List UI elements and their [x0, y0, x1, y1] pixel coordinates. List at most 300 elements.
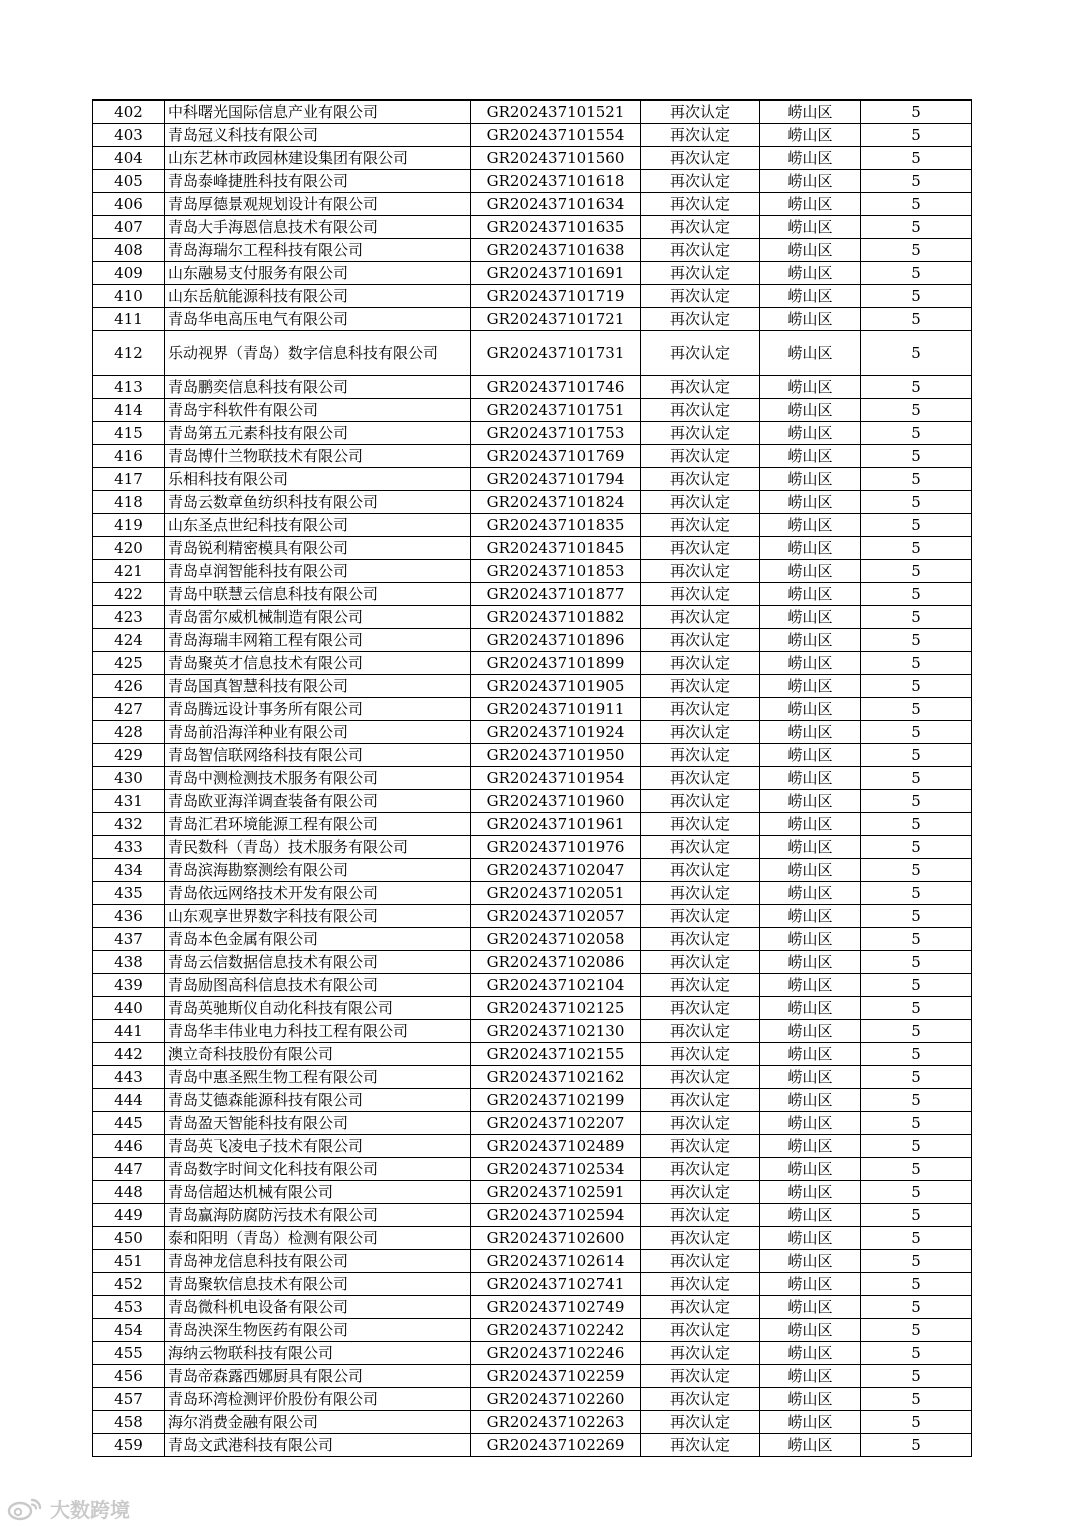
certification-type: 再次认定 — [641, 629, 760, 652]
validity-years: 5 — [861, 468, 972, 491]
validity-years: 5 — [861, 1043, 972, 1066]
certificate-code: GR202437101911 — [471, 698, 641, 721]
table-row — [93, 1342, 972, 1365]
company-name: 海尔消费金融有限公司 — [165, 1411, 471, 1434]
district: 崂山区 — [760, 1135, 861, 1158]
certification-type: 再次认定 — [641, 262, 760, 285]
validity-years: 5 — [861, 652, 972, 675]
table-row — [93, 675, 972, 698]
validity-years: 5 — [861, 583, 972, 606]
company-name: 青岛华丰伟业电力科技工程有限公司 — [165, 1020, 471, 1043]
row-number: 406 — [93, 193, 165, 216]
certificate-code: GR202437101691 — [471, 262, 641, 285]
row-number: 445 — [93, 1112, 165, 1135]
validity-years: 5 — [861, 170, 972, 193]
district: 崂山区 — [760, 1112, 861, 1135]
district: 崂山区 — [760, 193, 861, 216]
certificate-code: GR202437102199 — [471, 1089, 641, 1112]
table-row — [93, 1181, 972, 1204]
validity-years: 5 — [861, 193, 972, 216]
district: 崂山区 — [760, 813, 861, 836]
company-name: 青岛第五元素科技有限公司 — [165, 422, 471, 445]
validity-years: 5 — [861, 1066, 972, 1089]
row-number: 425 — [93, 652, 165, 675]
certificate-code: GR202437102749 — [471, 1296, 641, 1319]
district: 崂山区 — [760, 376, 861, 399]
district: 崂山区 — [760, 721, 861, 744]
company-name: 青岛卓润智能科技有限公司 — [165, 560, 471, 583]
table-row — [93, 193, 972, 216]
company-name: 中科曙光国际信息产业有限公司 — [165, 100, 471, 124]
certificate-code: GR202437101835 — [471, 514, 641, 537]
certification-type: 再次认定 — [641, 813, 760, 836]
row-number: 407 — [93, 216, 165, 239]
certification-type: 再次认定 — [641, 468, 760, 491]
district: 崂山区 — [760, 1411, 861, 1434]
company-name: 青岛欧亚海洋调查装备有限公司 — [165, 790, 471, 813]
table-row — [93, 721, 972, 744]
certification-type: 再次认定 — [641, 216, 760, 239]
certification-type: 再次认定 — [641, 1181, 760, 1204]
table-row — [93, 1043, 972, 1066]
table-row — [93, 124, 972, 147]
certification-type: 再次认定 — [641, 1066, 760, 1089]
company-name: 青岛数字时间文化科技有限公司 — [165, 1158, 471, 1181]
row-number: 416 — [93, 445, 165, 468]
certificate-code: GR202437101554 — [471, 124, 641, 147]
row-number: 451 — [93, 1250, 165, 1273]
district: 崂山区 — [760, 1204, 861, 1227]
certification-type: 再次认定 — [641, 790, 760, 813]
table-row — [93, 1365, 972, 1388]
district: 崂山区 — [760, 606, 861, 629]
certificate-code: GR202437102489 — [471, 1135, 641, 1158]
row-number: 428 — [93, 721, 165, 744]
district: 崂山区 — [760, 675, 861, 698]
certification-type: 再次认定 — [641, 1043, 760, 1066]
table-row — [93, 285, 972, 308]
validity-years: 5 — [861, 308, 972, 331]
validity-years: 5 — [861, 147, 972, 170]
certification-type: 再次认定 — [641, 124, 760, 147]
company-name: 青岛智信联网络科技有限公司 — [165, 744, 471, 767]
district: 崂山区 — [760, 491, 861, 514]
company-name: 山东岳航能源科技有限公司 — [165, 285, 471, 308]
company-name: 青岛鹏奕信息科技有限公司 — [165, 376, 471, 399]
validity-years: 5 — [861, 1296, 972, 1319]
certificate-code: GR202437101882 — [471, 606, 641, 629]
validity-years: 5 — [861, 491, 972, 514]
certificate-code: GR202437101794 — [471, 468, 641, 491]
district: 崂山区 — [760, 905, 861, 928]
validity-years: 5 — [861, 928, 972, 951]
row-number: 431 — [93, 790, 165, 813]
district: 崂山区 — [760, 1365, 861, 1388]
certification-type: 再次认定 — [641, 836, 760, 859]
district: 崂山区 — [760, 1089, 861, 1112]
table-row — [93, 606, 972, 629]
certificate-code: GR202437101824 — [471, 491, 641, 514]
certificate-code: GR202437101635 — [471, 216, 641, 239]
district: 崂山区 — [760, 216, 861, 239]
row-number: 453 — [93, 1296, 165, 1319]
table-row — [93, 1204, 972, 1227]
validity-years: 5 — [861, 1020, 972, 1043]
company-name: 青岛盈天智能科技有限公司 — [165, 1112, 471, 1135]
certificate-code: GR202437102130 — [471, 1020, 641, 1043]
certificate-code: GR202437102051 — [471, 882, 641, 905]
district: 崂山区 — [760, 124, 861, 147]
table-row — [93, 331, 972, 376]
certification-type: 再次认定 — [641, 308, 760, 331]
company-table-body — [93, 100, 972, 1457]
company-name: 山东融易支付服务有限公司 — [165, 262, 471, 285]
validity-years: 5 — [861, 514, 972, 537]
validity-years: 5 — [861, 744, 972, 767]
row-number: 426 — [93, 675, 165, 698]
district: 崂山区 — [760, 1434, 861, 1457]
table-row — [93, 1020, 972, 1043]
district: 崂山区 — [760, 170, 861, 193]
certification-type: 再次认定 — [641, 1204, 760, 1227]
company-name: 青岛雷尔威机械制造有限公司 — [165, 606, 471, 629]
company-name: 青岛艾德森能源科技有限公司 — [165, 1089, 471, 1112]
certificate-code: GR202437102591 — [471, 1181, 641, 1204]
company-name: 青民数科（青岛）技术服务有限公司 — [165, 836, 471, 859]
certification-type: 再次认定 — [641, 514, 760, 537]
certificate-code: GR202437102125 — [471, 997, 641, 1020]
table-row — [93, 216, 972, 239]
validity-years: 5 — [861, 285, 972, 308]
row-number: 432 — [93, 813, 165, 836]
certificate-code: GR202437102047 — [471, 859, 641, 882]
company-name: 青岛锐利精密模具有限公司 — [165, 537, 471, 560]
table-row — [93, 1158, 972, 1181]
company-name: 青岛泱深生物医药有限公司 — [165, 1319, 471, 1342]
table-row — [93, 170, 972, 193]
district: 崂山区 — [760, 100, 861, 124]
company-name: 青岛赢海防腐防污技术有限公司 — [165, 1204, 471, 1227]
table-row — [93, 399, 972, 422]
company-name: 青岛厚德景观规划设计有限公司 — [165, 193, 471, 216]
certification-type: 再次认定 — [641, 652, 760, 675]
district: 崂山区 — [760, 698, 861, 721]
table-row — [93, 1135, 972, 1158]
district: 崂山区 — [760, 1250, 861, 1273]
row-number: 429 — [93, 744, 165, 767]
validity-years: 5 — [861, 1250, 972, 1273]
certification-type: 再次认定 — [641, 1319, 760, 1342]
district: 崂山区 — [760, 652, 861, 675]
company-name: 青岛神龙信息科技有限公司 — [165, 1250, 471, 1273]
validity-years: 5 — [861, 1319, 972, 1342]
district: 崂山区 — [760, 1273, 861, 1296]
row-number: 452 — [93, 1273, 165, 1296]
certificate-code: GR202437101954 — [471, 767, 641, 790]
certification-type: 再次认定 — [641, 376, 760, 399]
company-name: 青岛云信数据信息技术有限公司 — [165, 951, 471, 974]
row-number: 434 — [93, 859, 165, 882]
validity-years: 5 — [861, 790, 972, 813]
certification-type: 再次认定 — [641, 767, 760, 790]
row-number: 436 — [93, 905, 165, 928]
district: 崂山区 — [760, 514, 861, 537]
certificate-code: GR202437101751 — [471, 399, 641, 422]
certificate-code: GR202437102242 — [471, 1319, 641, 1342]
certificate-code: GR202437101853 — [471, 560, 641, 583]
validity-years: 5 — [861, 859, 972, 882]
validity-years: 5 — [861, 767, 972, 790]
row-number: 449 — [93, 1204, 165, 1227]
table-row — [93, 951, 972, 974]
district: 崂山区 — [760, 790, 861, 813]
row-number: 456 — [93, 1365, 165, 1388]
district: 崂山区 — [760, 928, 861, 951]
certificate-code: GR202437101960 — [471, 790, 641, 813]
company-table — [92, 99, 972, 1457]
certificate-code: GR202437102104 — [471, 974, 641, 997]
district: 崂山区 — [760, 744, 861, 767]
certification-type: 再次认定 — [641, 859, 760, 882]
row-number: 424 — [93, 629, 165, 652]
weibo-logo-icon — [6, 1496, 46, 1522]
table-row — [93, 629, 972, 652]
certificate-code: GR202437102260 — [471, 1388, 641, 1411]
row-number: 410 — [93, 285, 165, 308]
table-row — [93, 537, 972, 560]
row-number: 418 — [93, 491, 165, 514]
company-name: 青岛依远网络技术开发有限公司 — [165, 882, 471, 905]
validity-years: 5 — [861, 376, 972, 399]
row-number: 420 — [93, 537, 165, 560]
row-number: 442 — [93, 1043, 165, 1066]
certification-type: 再次认定 — [641, 560, 760, 583]
table-row — [93, 767, 972, 790]
validity-years: 5 — [861, 1227, 972, 1250]
table-row — [93, 1227, 972, 1250]
certificate-code: GR202437101753 — [471, 422, 641, 445]
row-number: 444 — [93, 1089, 165, 1112]
certification-type: 再次认定 — [641, 1273, 760, 1296]
certification-type: 再次认定 — [641, 445, 760, 468]
district: 崂山区 — [760, 560, 861, 583]
company-name: 青岛滨海勘察测绘有限公司 — [165, 859, 471, 882]
district: 崂山区 — [760, 285, 861, 308]
certification-type: 再次认定 — [641, 698, 760, 721]
company-name: 青岛华电高压电气有限公司 — [165, 308, 471, 331]
certification-type: 再次认定 — [641, 1089, 760, 1112]
validity-years: 5 — [861, 1273, 972, 1296]
table-row — [93, 583, 972, 606]
validity-years: 5 — [861, 124, 972, 147]
certificate-code: GR202437101950 — [471, 744, 641, 767]
certification-type: 再次认定 — [641, 1250, 760, 1273]
table-row — [93, 1388, 972, 1411]
row-number: 417 — [93, 468, 165, 491]
certificate-code: GR202437102594 — [471, 1204, 641, 1227]
company-name: 青岛国真智慧科技有限公司 — [165, 675, 471, 698]
certificate-code: GR202437102057 — [471, 905, 641, 928]
row-number: 415 — [93, 422, 165, 445]
certificate-code: GR202437102741 — [471, 1273, 641, 1296]
row-number: 447 — [93, 1158, 165, 1181]
certification-type: 再次认定 — [641, 170, 760, 193]
certificate-code: GR202437102207 — [471, 1112, 641, 1135]
district: 崂山区 — [760, 1181, 861, 1204]
certificate-code: GR202437101896 — [471, 629, 641, 652]
district: 崂山区 — [760, 239, 861, 262]
certificate-code: GR202437102269 — [471, 1434, 641, 1457]
district: 崂山区 — [760, 1388, 861, 1411]
row-number: 438 — [93, 951, 165, 974]
certification-type: 再次认定 — [641, 1296, 760, 1319]
row-number: 455 — [93, 1342, 165, 1365]
company-name: 乐相科技有限公司 — [165, 468, 471, 491]
company-name: 青岛文武港科技有限公司 — [165, 1434, 471, 1457]
district: 崂山区 — [760, 859, 861, 882]
row-number: 448 — [93, 1181, 165, 1204]
row-number: 414 — [93, 399, 165, 422]
certificate-code: GR202437102162 — [471, 1066, 641, 1089]
table-row — [93, 376, 972, 399]
company-name: 青岛英飞凌电子技术有限公司 — [165, 1135, 471, 1158]
company-name: 青岛英驰斯仪自动化科技有限公司 — [165, 997, 471, 1020]
certification-type: 再次认定 — [641, 606, 760, 629]
validity-years: 5 — [861, 1181, 972, 1204]
validity-years: 5 — [861, 882, 972, 905]
row-number: 459 — [93, 1434, 165, 1457]
district: 崂山区 — [760, 537, 861, 560]
table-row — [93, 698, 972, 721]
table-row — [93, 1250, 972, 1273]
row-number: 450 — [93, 1227, 165, 1250]
district: 崂山区 — [760, 422, 861, 445]
certificate-code: GR202437101899 — [471, 652, 641, 675]
certification-type: 再次认定 — [641, 882, 760, 905]
table-row — [93, 1089, 972, 1112]
certification-type: 再次认定 — [641, 1388, 760, 1411]
table-row — [93, 859, 972, 882]
table-row — [93, 1296, 972, 1319]
row-number: 446 — [93, 1135, 165, 1158]
table-row — [93, 905, 972, 928]
table-row — [93, 147, 972, 170]
validity-years: 5 — [861, 1089, 972, 1112]
table-row — [93, 100, 972, 124]
validity-years: 5 — [861, 422, 972, 445]
certification-type: 再次认定 — [641, 928, 760, 951]
certification-type: 再次认定 — [641, 1434, 760, 1457]
table-row — [93, 744, 972, 767]
table-row — [93, 1273, 972, 1296]
row-number: 435 — [93, 882, 165, 905]
validity-years: 5 — [861, 262, 972, 285]
table-row — [93, 974, 972, 997]
validity-years: 5 — [861, 1135, 972, 1158]
certificate-code: GR202437101924 — [471, 721, 641, 744]
certificate-code: GR202437101845 — [471, 537, 641, 560]
validity-years: 5 — [861, 1365, 972, 1388]
certification-type: 再次认定 — [641, 974, 760, 997]
company-name: 海纳云物联科技有限公司 — [165, 1342, 471, 1365]
row-number: 419 — [93, 514, 165, 537]
company-name: 青岛宇科软件有限公司 — [165, 399, 471, 422]
certification-type: 再次认定 — [641, 285, 760, 308]
district: 崂山区 — [760, 997, 861, 1020]
row-number: 423 — [93, 606, 165, 629]
district: 崂山区 — [760, 1020, 861, 1043]
row-number: 427 — [93, 698, 165, 721]
row-number: 421 — [93, 560, 165, 583]
certificate-code: GR202437101719 — [471, 285, 641, 308]
company-name: 青岛汇君环境能源工程有限公司 — [165, 813, 471, 836]
table-row — [93, 652, 972, 675]
row-number: 413 — [93, 376, 165, 399]
row-number: 433 — [93, 836, 165, 859]
certification-type: 再次认定 — [641, 951, 760, 974]
validity-years: 5 — [861, 698, 972, 721]
certificate-code: GR202437101976 — [471, 836, 641, 859]
certification-type: 再次认定 — [641, 583, 760, 606]
row-number: 411 — [93, 308, 165, 331]
company-name: 青岛腾远设计事务所有限公司 — [165, 698, 471, 721]
company-name: 青岛本色金属有限公司 — [165, 928, 471, 951]
certificate-code: GR202437102086 — [471, 951, 641, 974]
district: 崂山区 — [760, 1158, 861, 1181]
row-number: 412 — [93, 331, 165, 376]
validity-years: 5 — [861, 100, 972, 124]
table-row — [93, 1319, 972, 1342]
validity-years: 5 — [861, 331, 972, 376]
certificate-code: GR202437102534 — [471, 1158, 641, 1181]
table-row — [93, 1411, 972, 1434]
certificate-code: GR202437102246 — [471, 1342, 641, 1365]
district: 崂山区 — [760, 262, 861, 285]
company-name: 山东艺林市政园林建设集团有限公司 — [165, 147, 471, 170]
table-row — [93, 560, 972, 583]
certification-type: 再次认定 — [641, 491, 760, 514]
company-name: 泰和阳明（青岛）检测有限公司 — [165, 1227, 471, 1250]
district: 崂山区 — [760, 836, 861, 859]
validity-years: 5 — [861, 629, 972, 652]
row-number: 430 — [93, 767, 165, 790]
district: 崂山区 — [760, 1296, 861, 1319]
certificate-code: GR202437101634 — [471, 193, 641, 216]
row-number: 403 — [93, 124, 165, 147]
district: 崂山区 — [760, 1319, 861, 1342]
certificate-code: GR202437101560 — [471, 147, 641, 170]
district: 崂山区 — [760, 147, 861, 170]
validity-years: 5 — [861, 606, 972, 629]
table-row — [93, 445, 972, 468]
company-name: 青岛海瑞尔工程科技有限公司 — [165, 239, 471, 262]
company-name: 青岛环湾检测评价股份有限公司 — [165, 1388, 471, 1411]
validity-years: 5 — [861, 1204, 972, 1227]
certification-type: 再次认定 — [641, 239, 760, 262]
company-name: 青岛信超达机械有限公司 — [165, 1181, 471, 1204]
company-name: 青岛聚软信息技术有限公司 — [165, 1273, 471, 1296]
validity-years: 5 — [861, 239, 972, 262]
certification-type: 再次认定 — [641, 1158, 760, 1181]
table-row — [93, 1434, 972, 1457]
certification-type: 再次认定 — [641, 1365, 760, 1388]
table-row — [93, 491, 972, 514]
watermark — [6, 1494, 130, 1523]
validity-years: 5 — [861, 1342, 972, 1365]
row-number: 458 — [93, 1411, 165, 1434]
district: 崂山区 — [760, 331, 861, 376]
validity-years: 5 — [861, 537, 972, 560]
